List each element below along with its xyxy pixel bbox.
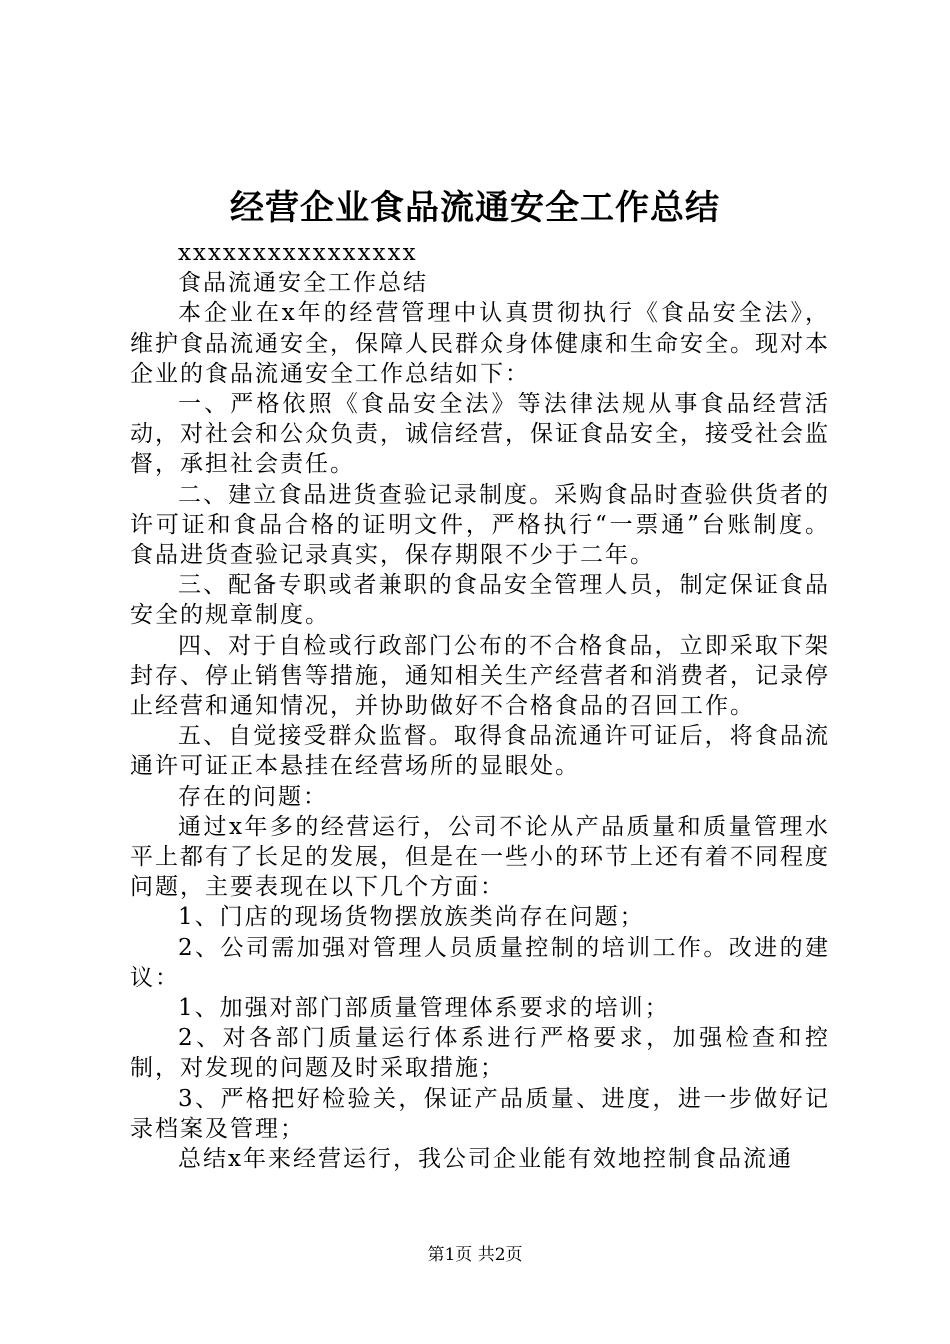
- paragraph: 本企业在x年的经营管理中认真贯彻执行《食品安全法》，维护食品流通安全，保障人民群众身体健康和生命安全。现对本企业的食品流通安全工作总结如下：: [130, 300, 830, 387]
- paragraph: 三、配备专职或者兼职的食品安全管理人员，制定保证食品安全的规章制度。: [130, 572, 830, 629]
- paragraph: 存在的问题：: [178, 783, 328, 810]
- paragraph: 2、对各部门质量运行体系进行严格要求，加强检查和控制，对发现的问题及时采取措施；: [130, 1025, 830, 1082]
- paragraph: 二、建立食品进货查验记录制度。采购食品时查验供货者的许可证和食品合格的证明文件，严格执行“一票通”台账制度。食品进货查验记录真实，保存期限不少于二年。: [130, 481, 830, 569]
- page-number: 第1页 共2页: [427, 1245, 523, 1265]
- paragraph: 食品流通安全工作总结: [178, 270, 428, 297]
- paragraph: 总结x年来经营运行，我公司企业能有效地控制食品流通: [178, 1146, 793, 1173]
- paragraph: 3、严格把好检验关，保证产品质量、进度，进一步做好记录档案及管理；: [130, 1085, 830, 1142]
- document-body: [130, 238, 830, 1174]
- paragraph: 2、公司需加强对管理人员质量控制的培训工作。改进的建议：: [130, 934, 830, 991]
- paragraph: 四、对于自检或行政部门公布的不合格食品，立即采取下架封存、停止销售等措施，通知相关生产经营者和消费者，记录停止经营和通知情况，并协助做好不合格食品的召回工作。: [130, 632, 830, 720]
- paragraph: 1、加强对部门部质量管理体系要求的培训；: [178, 995, 670, 1022]
- paragraph: 一、严格依照《食品安全法》等法律法规从事食品经营活动，对社会和公众负责，诚信经营，保证食品安全，接受社会监督，承担社会责任。: [130, 391, 830, 478]
- paragraph: 通过x年多的经营运行，公司不论从产品质量和质量管理水平上都有了长足的发展，但是在一些小的环节上还有着不同程度问题，主要表现在以下几个方面：: [130, 813, 830, 901]
- document-title: 经营企业食品流通安全工作总结: [230, 188, 720, 228]
- paragraph: xxxxxxxxxxxxxxxx: [178, 240, 418, 266]
- paragraph: 1、门店的现场货物摆放族类尚存在问题；: [178, 904, 645, 931]
- paragraph: 五、自觉接受群众监督。取得食品流通许可证后，将食品流通许可证正本悬挂在经营场所的显眼处。: [130, 723, 830, 780]
